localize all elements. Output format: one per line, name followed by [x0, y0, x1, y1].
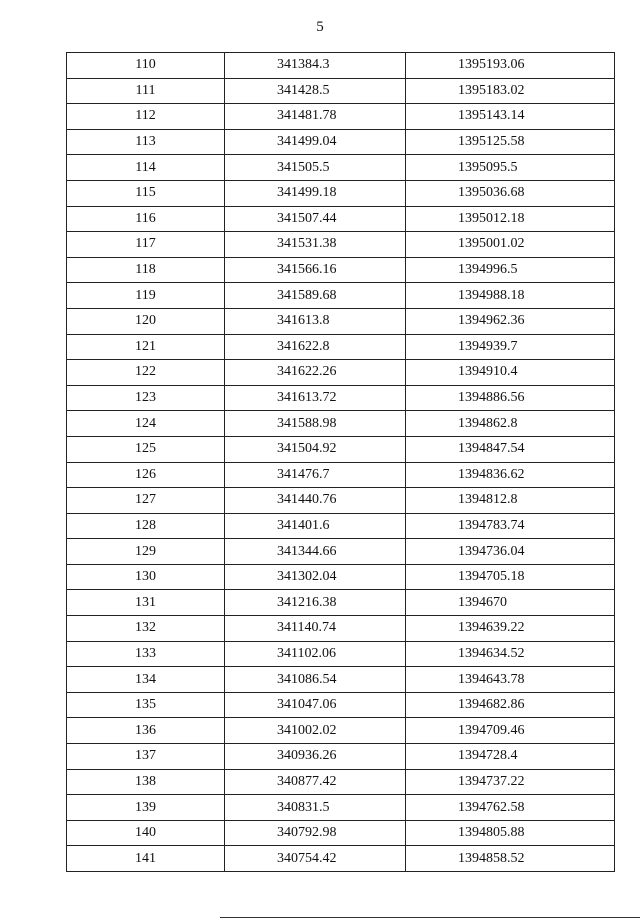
y-coordinate-cell: 1395193.06	[406, 53, 615, 79]
y-coordinate-cell: 1394670	[406, 590, 615, 616]
point-number-cell: 128	[67, 513, 225, 539]
x-coordinate-cell: 340754.42	[225, 846, 406, 872]
x-coordinate-cell: 341622.26	[225, 360, 406, 386]
y-coordinate-cell: 1395183.02	[406, 78, 615, 104]
point-number-cell: 125	[67, 436, 225, 462]
coordinate-table-body	[67, 53, 615, 872]
y-coordinate-cell: 1394812.8	[406, 488, 615, 514]
y-coordinate-cell: 1394737.22	[406, 769, 615, 795]
table-row	[67, 232, 615, 258]
x-coordinate-cell: 340877.42	[225, 769, 406, 795]
y-coordinate-cell: 1394682.86	[406, 692, 615, 718]
y-coordinate-cell: 1394988.18	[406, 283, 615, 309]
x-coordinate-cell: 341499.04	[225, 129, 406, 155]
x-coordinate-cell: 341401.6	[225, 513, 406, 539]
y-coordinate-cell: 1394639.22	[406, 616, 615, 642]
point-number-cell: 141	[67, 846, 225, 872]
y-coordinate-cell: 1394847.54	[406, 436, 615, 462]
y-coordinate-cell: 1394643.78	[406, 667, 615, 693]
point-number-cell: 132	[67, 616, 225, 642]
table-row	[67, 692, 615, 718]
point-number-cell: 110	[67, 53, 225, 79]
table-row	[67, 129, 615, 155]
y-coordinate-cell: 1394709.46	[406, 718, 615, 744]
table-row	[67, 180, 615, 206]
table-row	[67, 104, 615, 130]
point-number-cell: 131	[67, 590, 225, 616]
table-row	[67, 206, 615, 232]
point-number-cell: 111	[67, 78, 225, 104]
point-number-cell: 121	[67, 334, 225, 360]
table-row	[67, 462, 615, 488]
y-coordinate-cell: 1394634.52	[406, 641, 615, 667]
y-coordinate-cell: 1394996.5	[406, 257, 615, 283]
y-coordinate-cell: 1394736.04	[406, 539, 615, 565]
table-row	[67, 53, 615, 79]
y-coordinate-cell: 1395125.58	[406, 129, 615, 155]
x-coordinate-cell: 341102.06	[225, 641, 406, 667]
point-number-cell: 133	[67, 641, 225, 667]
point-number-cell: 126	[67, 462, 225, 488]
page-number: 5	[316, 19, 324, 35]
point-number-cell: 119	[67, 283, 225, 309]
table-row	[67, 820, 615, 846]
point-number-cell: 116	[67, 206, 225, 232]
table-row	[67, 769, 615, 795]
x-coordinate-cell: 341002.02	[225, 718, 406, 744]
y-coordinate-cell: 1394862.8	[406, 411, 615, 437]
y-coordinate-cell: 1394783.74	[406, 513, 615, 539]
table-row	[67, 360, 615, 386]
y-coordinate-cell: 1394728.4	[406, 744, 615, 770]
table-row	[67, 846, 615, 872]
table-row	[67, 616, 615, 642]
table-row	[67, 539, 615, 565]
y-coordinate-cell: 1394762.58	[406, 795, 615, 821]
y-coordinate-cell: 1395036.68	[406, 180, 615, 206]
point-number-cell: 122	[67, 360, 225, 386]
y-coordinate-cell: 1395095.5	[406, 155, 615, 181]
table-row	[67, 564, 615, 590]
table-row	[67, 385, 615, 411]
point-number-cell: 120	[67, 308, 225, 334]
y-coordinate-cell: 1394962.36	[406, 308, 615, 334]
x-coordinate-cell: 341047.06	[225, 692, 406, 718]
point-number-cell: 134	[67, 667, 225, 693]
table-row	[67, 667, 615, 693]
table-row	[67, 641, 615, 667]
table-row	[67, 411, 615, 437]
point-number-cell: 130	[67, 564, 225, 590]
y-coordinate-cell: 1394705.18	[406, 564, 615, 590]
point-number-cell: 112	[67, 104, 225, 130]
x-coordinate-cell: 340831.5	[225, 795, 406, 821]
x-coordinate-cell: 341440.76	[225, 488, 406, 514]
scan-edge-line	[220, 917, 640, 918]
point-number-cell: 124	[67, 411, 225, 437]
x-coordinate-cell: 341140.74	[225, 616, 406, 642]
table-row	[67, 78, 615, 104]
y-coordinate-cell: 1395012.18	[406, 206, 615, 232]
table-row	[67, 718, 615, 744]
table-row	[67, 257, 615, 283]
y-coordinate-cell: 1395143.14	[406, 104, 615, 130]
table-row	[67, 513, 615, 539]
point-number-cell: 140	[67, 820, 225, 846]
point-number-cell: 139	[67, 795, 225, 821]
x-coordinate-cell: 341507.44	[225, 206, 406, 232]
x-coordinate-cell: 341622.8	[225, 334, 406, 360]
point-number-cell: 129	[67, 539, 225, 565]
y-coordinate-cell: 1394805.88	[406, 820, 615, 846]
table-row	[67, 590, 615, 616]
y-coordinate-cell: 1394939.7	[406, 334, 615, 360]
x-coordinate-cell: 341505.5	[225, 155, 406, 181]
y-coordinate-cell: 1394858.52	[406, 846, 615, 872]
table-row	[67, 155, 615, 181]
table-row	[67, 488, 615, 514]
y-coordinate-cell: 1394886.56	[406, 385, 615, 411]
x-coordinate-cell: 341344.66	[225, 539, 406, 565]
x-coordinate-cell: 341384.3	[225, 53, 406, 79]
x-coordinate-cell: 341086.54	[225, 667, 406, 693]
x-coordinate-cell: 341476.7	[225, 462, 406, 488]
point-number-cell: 118	[67, 257, 225, 283]
point-number-cell: 113	[67, 129, 225, 155]
x-coordinate-cell: 341566.16	[225, 257, 406, 283]
y-coordinate-cell: 1394836.62	[406, 462, 615, 488]
point-number-cell: 136	[67, 718, 225, 744]
y-coordinate-cell: 1395001.02	[406, 232, 615, 258]
point-number-cell: 135	[67, 692, 225, 718]
x-coordinate-cell: 341613.72	[225, 385, 406, 411]
table-row	[67, 436, 615, 462]
table-row	[67, 283, 615, 309]
x-coordinate-cell: 341613.8	[225, 308, 406, 334]
x-coordinate-cell: 341531.38	[225, 232, 406, 258]
x-coordinate-cell: 341216.38	[225, 590, 406, 616]
x-coordinate-cell: 341589.68	[225, 283, 406, 309]
x-coordinate-cell: 340936.26	[225, 744, 406, 770]
point-number-cell: 137	[67, 744, 225, 770]
x-coordinate-cell: 341499.18	[225, 180, 406, 206]
x-coordinate-cell: 341481.78	[225, 104, 406, 130]
x-coordinate-cell: 341504.92	[225, 436, 406, 462]
x-coordinate-cell: 341428.5	[225, 78, 406, 104]
point-number-cell: 123	[67, 385, 225, 411]
point-number-cell: 117	[67, 232, 225, 258]
x-coordinate-cell: 341588.98	[225, 411, 406, 437]
coordinate-table	[66, 52, 615, 872]
x-coordinate-cell: 341302.04	[225, 564, 406, 590]
point-number-cell: 138	[67, 769, 225, 795]
y-coordinate-cell: 1394910.4	[406, 360, 615, 386]
table-row	[67, 334, 615, 360]
x-coordinate-cell: 340792.98	[225, 820, 406, 846]
table-row	[67, 744, 615, 770]
point-number-cell: 115	[67, 180, 225, 206]
table-row	[67, 795, 615, 821]
table-row	[67, 308, 615, 334]
point-number-cell: 127	[67, 488, 225, 514]
point-number-cell: 114	[67, 155, 225, 181]
